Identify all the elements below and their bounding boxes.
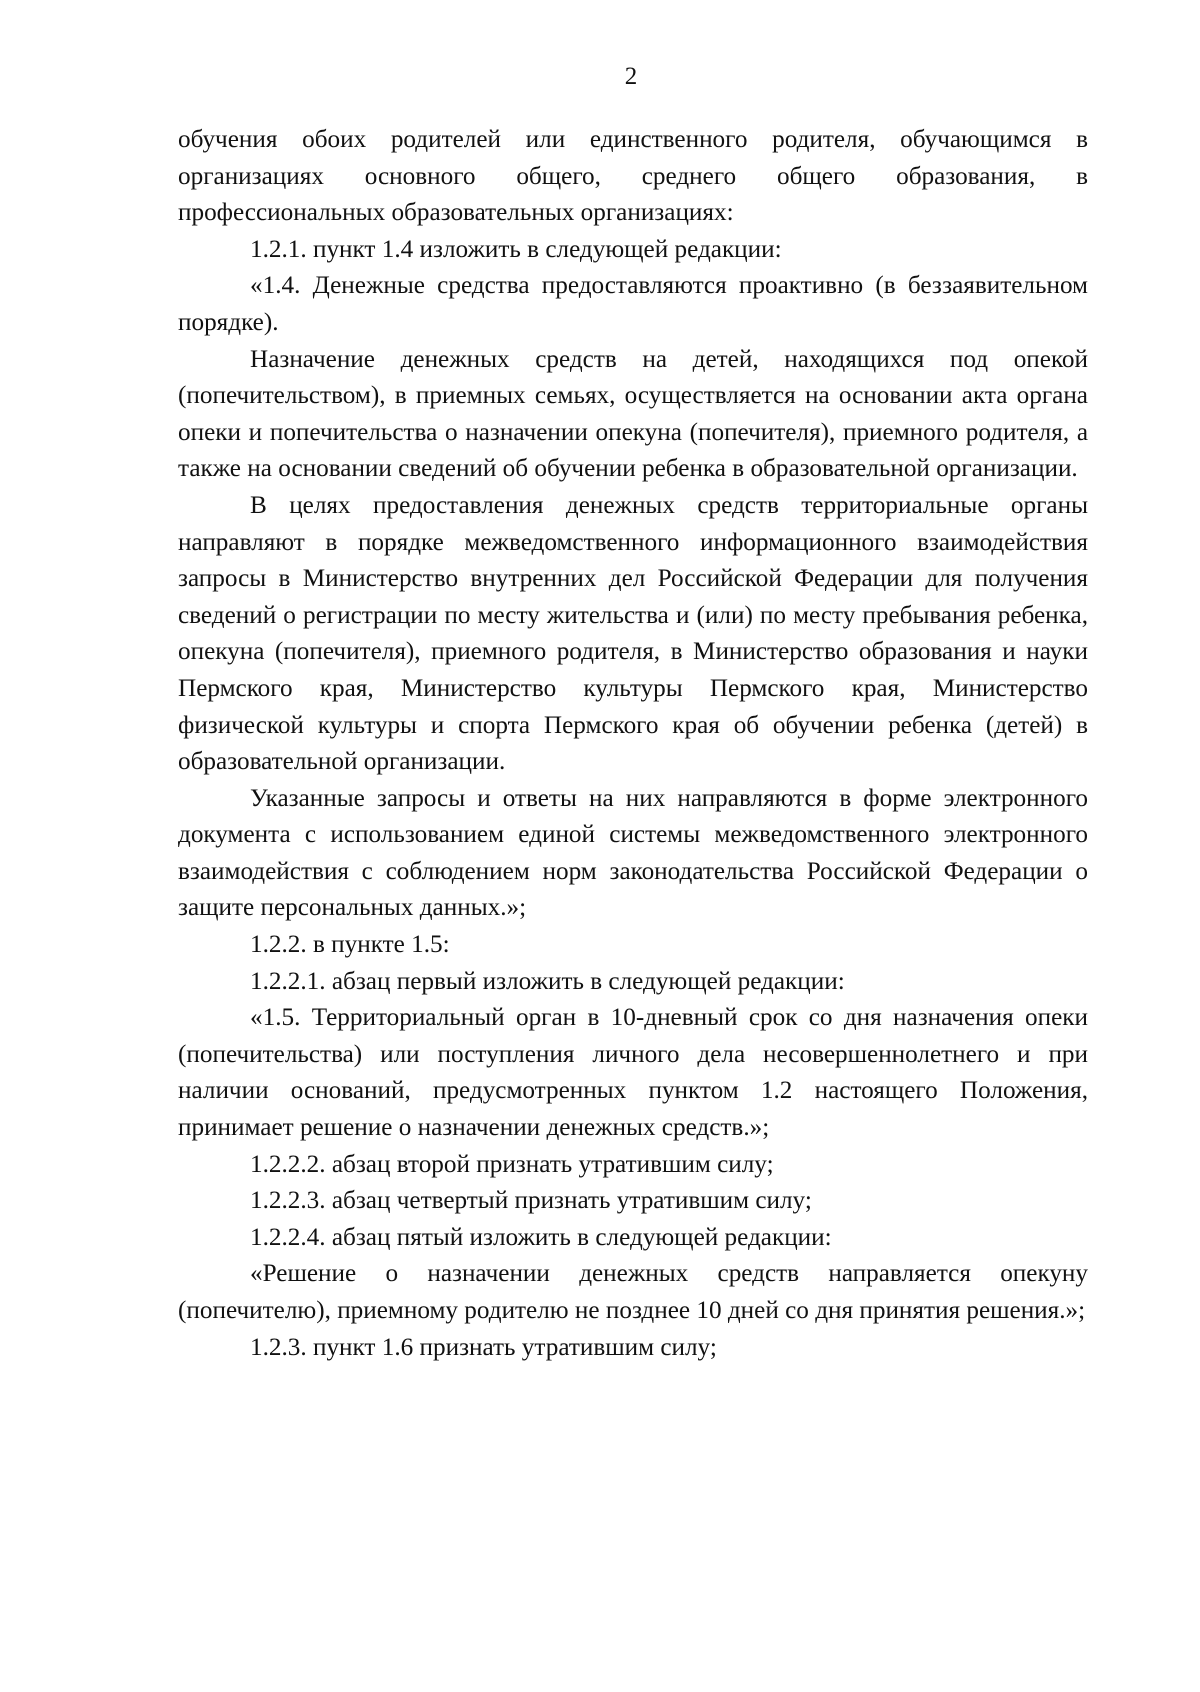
paragraph: В целях предоставления денежных средств территориальные органы направляют в порядке межведомственного информационного взаимодействия запросы в Министерство внутренних дел Российской Федерации для получения сведений о регистрации по месту жительства и (или) по месту пребывания ребенка, опекуна (попечителя), приемного родителя, в Министерство образования и науки Пермского края, Министерство культуры Пермского края, Министерство физической культуры и спорта Пермского края об обучении ребенка (детей) в образовательной организации. <box>178 491 1088 776</box>
paragraph: Указанные запросы и ответы на них направляются в форме электронного документа с использованием единой системы межведомственного электронного взаимодействия с соблюдением норм законодательства Российской Федерации о защите персональных данных.»; <box>178 784 1088 922</box>
paragraph: 1.2.2.2. абзац второй признать утратившим силу; <box>250 1150 774 1178</box>
paragraph: обучения обоих родителей или единственного родителя, обучающимся в организациях основного общего, среднего общего образования, в профессиональных образовательных организациях: <box>178 126 1088 227</box>
page-number: 2 <box>624 63 638 90</box>
paragraph: «Решение о назначении денежных средств направляется опекуну (попечителю), приемному родителю не позднее 10 дней со дня принятия решения.»; <box>178 1260 1088 1324</box>
paragraph: «1.5. Территориальный орган в 10-дневный срок со дня назначения опеки (попечительства) или поступления личного дела несовершеннолетнего и при наличии оснований, предусмотренных пунктом 1.2 настоящего Положения, принимает решение о назначении денежных средств.»; <box>178 1004 1088 1142</box>
paragraph: 1.2.2.4. абзац пятый изложить в следующей редакции: <box>250 1223 832 1251</box>
paragraph: 1.2.2. в пункте 1.5: <box>250 931 450 959</box>
paragraph: 1.2.1. пункт 1.4 изложить в следующей редакции: <box>250 235 782 263</box>
paragraph: 1.2.2.1. абзац первый изложить в следующей редакции: <box>250 967 845 995</box>
paragraph: 1.2.3. пункт 1.6 признать утратившим силу; <box>250 1333 717 1361</box>
document-body <box>178 122 1088 1366</box>
paragraph: Назначение денежных средств на детей, находящихся под опекой (попечительством), в приемных семьях, осуществляется на основании акта органа опеки и попечительства о назначении опекуна (попечителя), приемного родителя, а также на основании сведений об обучении ребенка в образовательной организации. <box>178 345 1088 483</box>
paragraph: 1.2.2.3. абзац четвертый признать утратившим силу; <box>250 1187 812 1215</box>
paragraph: «1.4. Денежные средства предоставляются проактивно (в беззаявительном порядке). <box>178 272 1088 336</box>
